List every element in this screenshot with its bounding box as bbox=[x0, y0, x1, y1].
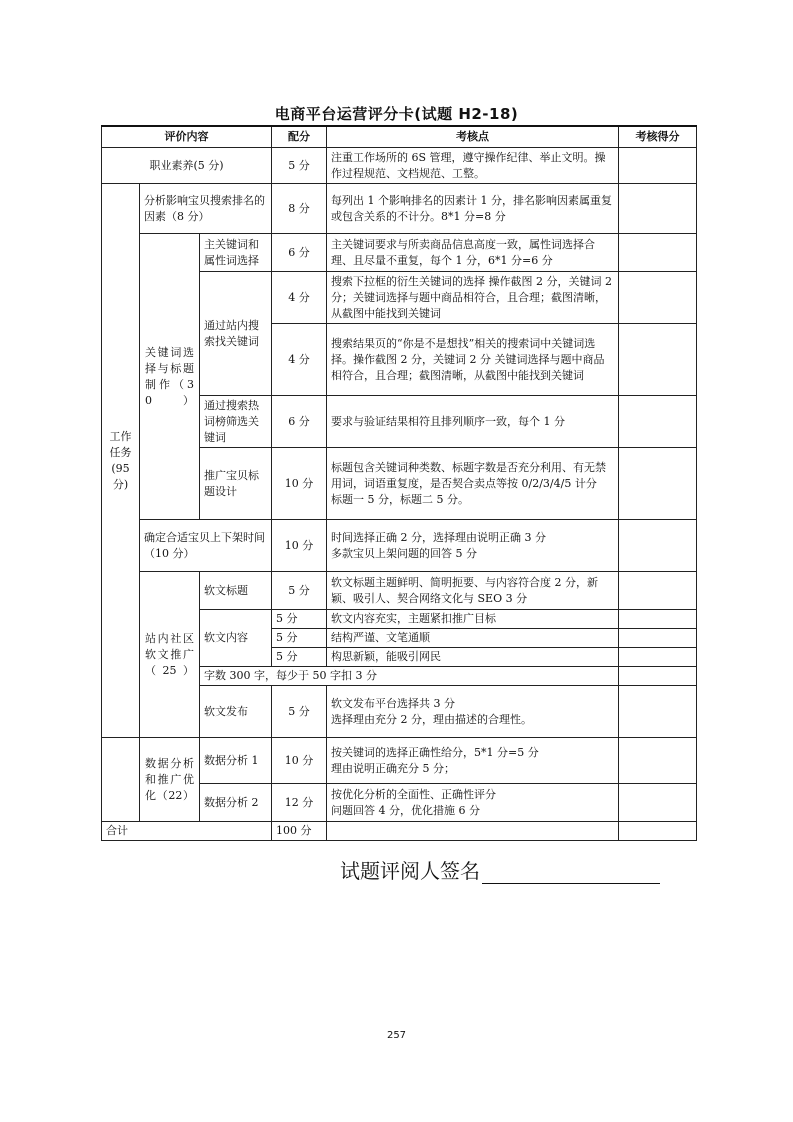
community-label: 站内社区软文推广（25） bbox=[140, 572, 200, 738]
main-attr-score: 6 分 bbox=[272, 234, 327, 272]
analysis-score: 8 分 bbox=[272, 184, 327, 234]
header-points: 考核点 bbox=[327, 126, 619, 148]
a1-text: 按关键词的选择正确性给分，5*1 分=5 分 bbox=[331, 745, 539, 759]
analysis-result-cell[interactable] bbox=[619, 184, 697, 234]
total-points-cell bbox=[327, 822, 619, 841]
a1-text2: 理由说明正确充分 5 分； bbox=[331, 761, 456, 775]
hot-text: 要求与验证结果相符且排列顺序一致，每个 1 分 bbox=[327, 396, 619, 448]
publish-score: 5 分 bbox=[272, 686, 327, 738]
search1-result-cell[interactable] bbox=[619, 272, 697, 324]
a1-text-cell bbox=[327, 738, 619, 784]
a2-label: 数据分析 2 bbox=[200, 784, 272, 822]
a2-text: 按优化分析的全面性、正确性评分 bbox=[331, 787, 497, 801]
shelf-text-cell bbox=[327, 520, 619, 572]
main-attr-text: 主关键词要求与所卖商品信息高度一致，属性词选择合理、且尽量不重复，每个 1 分，6*1 分=6 分 bbox=[327, 234, 619, 272]
publish-label: 软文发布 bbox=[200, 686, 272, 738]
search2-result-cell[interactable] bbox=[619, 324, 697, 396]
shelf-label: 确定合适宝贝上下架时间（10 分） bbox=[140, 520, 272, 572]
table-row bbox=[102, 184, 697, 234]
signature-line[interactable] bbox=[482, 861, 660, 884]
work-task-spacer bbox=[102, 738, 140, 784]
hot-score: 6 分 bbox=[272, 396, 327, 448]
table-row bbox=[102, 234, 697, 272]
professional-result-cell[interactable] bbox=[619, 148, 697, 184]
promo-text: 标题包含关键词种类数、标题字数是否充分利用、有无禁用词，词语重复度，是否契合卖点等按 0/2/3/4/5 计分 bbox=[331, 460, 607, 490]
content1-score: 5 分 bbox=[272, 610, 327, 629]
community-title-result-cell[interactable] bbox=[619, 572, 697, 610]
publish-text-cell bbox=[327, 686, 619, 738]
table-row bbox=[102, 148, 697, 184]
professional-score: 5 分 bbox=[272, 148, 327, 184]
shelf-result-cell[interactable] bbox=[619, 520, 697, 572]
promo-text2: 标题一 5 分，标题二 5 分。 bbox=[331, 492, 469, 506]
content3-score: 5 分 bbox=[272, 648, 327, 667]
page-number: 257 bbox=[386, 1030, 407, 1041]
shelf-score: 10 分 bbox=[272, 520, 327, 572]
search-label: 通过站内搜索找关键词 bbox=[200, 272, 272, 396]
page-title: 电商平台运营评分卡(试题 H2-18) bbox=[274, 105, 519, 123]
a1-score: 10 分 bbox=[272, 738, 327, 784]
header-row bbox=[102, 126, 697, 148]
community-content-label: 软文内容 bbox=[200, 610, 272, 667]
a1-result-cell[interactable] bbox=[619, 738, 697, 784]
keyword-section-label: 关键词选择与标题制作（30） bbox=[140, 234, 200, 520]
content3-result-cell[interactable] bbox=[619, 648, 697, 667]
promo-score: 10 分 bbox=[272, 448, 327, 520]
table-row bbox=[102, 822, 697, 841]
content2-score: 5 分 bbox=[272, 629, 327, 648]
community-title-label: 软文标题 bbox=[200, 572, 272, 610]
a2-result-cell[interactable] bbox=[619, 784, 697, 822]
community-title-text: 软文标题主题鲜明、简明扼要、与内容符合度 2 分，新颖、吸引人、契合网络文化与 SEO 3 分 bbox=[327, 572, 619, 610]
data-analysis-label: 数据分析和推广优化（22） bbox=[140, 738, 200, 822]
header-result: 考核得分 bbox=[619, 126, 697, 148]
content1-text: 软文内容充实，主题紧扣推广目标 bbox=[327, 610, 619, 629]
word-count-text: 字数 300 字，每少于 50 字扣 3 分 bbox=[200, 667, 619, 686]
search1-text: 搜索下拉框的衍生关键词的选择 操作截图 2 分，关键词 2 分；关键词选择与题中商品相符合，且合理；截图清晰，从截图中能找到关键词 bbox=[327, 272, 619, 324]
search2-text: 搜索结果页的“你是不是想找”相关的搜索词中关键词选择。操作截图 2 分，关键词 2 分 关键词选择与题中商品相符合，且合理；截图清晰，从截图中能找到关键词 bbox=[327, 324, 619, 396]
publish-text2: 选择理由充分 2 分，理由描述的合理性。 bbox=[331, 712, 533, 726]
promo-text-cell bbox=[327, 448, 619, 520]
shelf-text2: 多款宝贝上架问题的回答 5 分 bbox=[331, 546, 478, 560]
professional-text: 注重工作场所的 6S 管理，遵守操作纪律、举止文明。操作过程规范、文档规范、工整。 bbox=[327, 148, 619, 184]
community-title-score: 5 分 bbox=[272, 572, 327, 610]
publish-text: 软文发布平台选择共 3 分 bbox=[331, 696, 456, 710]
signature-label: 试题评阅人签名 bbox=[340, 859, 480, 883]
total-label: 合计 bbox=[102, 822, 272, 841]
promo-result-cell[interactable] bbox=[619, 448, 697, 520]
publish-result-cell[interactable] bbox=[619, 686, 697, 738]
main-attr-label: 主关键词和属性词选择 bbox=[200, 234, 272, 272]
promo-label: 推广宝贝标题设计 bbox=[200, 448, 272, 520]
table-row bbox=[102, 520, 697, 572]
total-result-cell[interactable] bbox=[619, 822, 697, 841]
search1-score: 4 分 bbox=[272, 272, 327, 324]
score-card-table bbox=[101, 125, 697, 841]
search2-score: 4 分 bbox=[272, 324, 327, 396]
table-row bbox=[102, 572, 697, 610]
a2-text2: 问题回答 4 分，优化措施 6 分 bbox=[331, 803, 480, 817]
work-task-spacer bbox=[102, 784, 140, 822]
header-content: 评价内容 bbox=[102, 126, 272, 148]
shelf-text: 时间选择正确 2 分，选择理由说明正确 3 分 bbox=[331, 530, 546, 544]
content2-text: 结构严谨、文笔通顺 bbox=[327, 629, 619, 648]
main-attr-result-cell[interactable] bbox=[619, 234, 697, 272]
header-score: 配分 bbox=[272, 126, 327, 148]
content1-result-cell[interactable] bbox=[619, 610, 697, 629]
analysis-label: 分析影响宝贝搜索排名的因素（8 分） bbox=[140, 184, 272, 234]
content2-result-cell[interactable] bbox=[619, 629, 697, 648]
word-count-result-cell[interactable] bbox=[619, 667, 697, 686]
signature-area bbox=[340, 855, 660, 884]
hot-label: 通过搜索热词榜筛选关键词 bbox=[200, 396, 272, 448]
professional-label: 职业素养(5 分) bbox=[102, 148, 272, 184]
content3-text: 构思新颖，能吸引网民 bbox=[327, 648, 619, 667]
a1-label: 数据分析 1 bbox=[200, 738, 272, 784]
table-row bbox=[102, 738, 697, 784]
a2-text-cell bbox=[327, 784, 619, 822]
work-task-label: 工作任务(95分) bbox=[102, 184, 140, 738]
a2-score: 12 分 bbox=[272, 784, 327, 822]
hot-result-cell[interactable] bbox=[619, 396, 697, 448]
analysis-text: 每列出 1 个影响排名的因素计 1 分，排名影响因素属重复或包含关系的不计分。8*1 分=8 分 bbox=[327, 184, 619, 234]
total-score: 100 分 bbox=[272, 822, 327, 841]
